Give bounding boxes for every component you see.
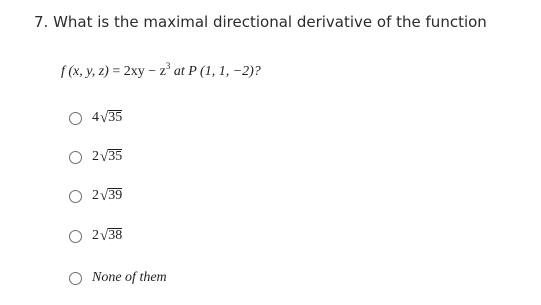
- option-4-sqrt-35[interactable]: [69, 108, 122, 128]
- formula-rhs: = 2xy − z: [108, 64, 166, 79]
- option-coefficient: 4: [92, 110, 99, 125]
- option-2-sqrt-38[interactable]: [69, 226, 122, 246]
- option-radicand: 35: [108, 149, 123, 165]
- option-2-sqrt-35[interactable]: [69, 147, 122, 167]
- option-label: [92, 149, 122, 165]
- option-radicand: 35: [108, 110, 123, 126]
- option-coefficient: 2: [92, 149, 99, 164]
- formula-point: P (1, 1, −2)?: [188, 64, 261, 79]
- option-radicand: 38: [108, 228, 123, 244]
- option-2-sqrt-39[interactable]: [69, 186, 122, 206]
- sqrt-icon: √: [100, 149, 109, 165]
- sqrt-icon: √: [100, 110, 109, 126]
- answer-options: [69, 0, 369, 305]
- option-coefficient: 2: [92, 228, 99, 243]
- option-label: [92, 188, 122, 204]
- sqrt-icon: √: [100, 228, 109, 244]
- radio-button[interactable]: [69, 230, 82, 243]
- sqrt-icon: √: [100, 188, 109, 204]
- radio-button[interactable]: [69, 112, 82, 125]
- option-label: None of them: [92, 270, 167, 285]
- formula-at: at: [170, 64, 189, 79]
- option-coefficient: 2: [92, 188, 99, 203]
- option-radicand: 39: [108, 188, 123, 204]
- question-text: 7. What is the maximal directional derivative of the function: [34, 13, 487, 31]
- radio-button[interactable]: [69, 151, 82, 164]
- formula-lhs: f (x, y, z): [61, 64, 109, 79]
- radio-button[interactable]: [69, 190, 82, 203]
- formula-exponent: 3: [165, 61, 171, 71]
- option-label: [92, 110, 122, 126]
- option-label: [92, 228, 122, 244]
- radio-button[interactable]: [69, 272, 82, 285]
- option-none-of-them[interactable]: [69, 268, 167, 288]
